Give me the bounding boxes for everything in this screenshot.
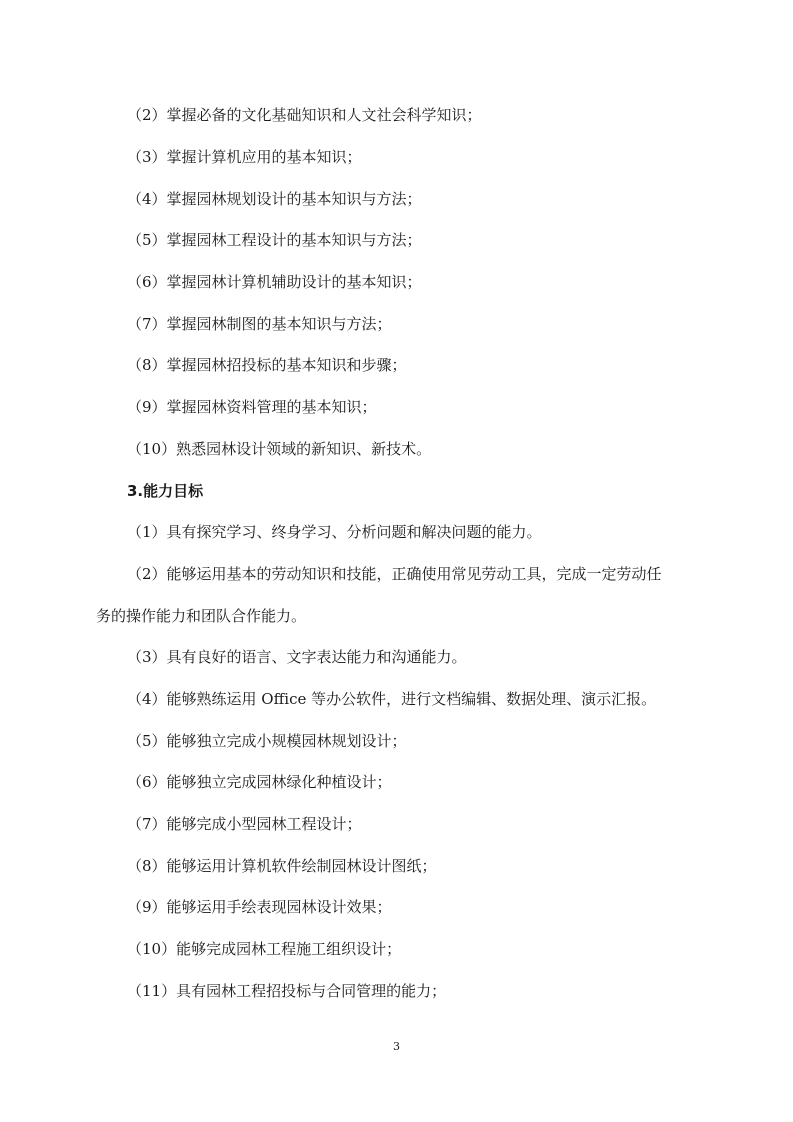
knowledge-item-7: （7）掌握园林制图的基本知识与方法； [127,315,392,333]
ability-item-2: （2）能够运用基本的劳动知识和技能，正确使用常见劳动工具，完成一定劳动任 [127,565,662,583]
ability-item-1: （1）具有探究学习、终身学习、分析问题和解决问题的能力。 [127,523,542,541]
knowledge-item-3: （3）掌握计算机应用的基本知识； [127,148,362,166]
ability-item-8: （8）能够运用计算机软件绘制园林设计图纸； [127,857,437,875]
section-heading-ability-goals: 3.能力目标 [127,482,204,500]
ability-item-10: （10）能够完成园林工程施工组织设计； [127,940,402,958]
ability-item-3: （3）具有良好的语言、文字表达能力和沟通能力。 [127,648,467,666]
knowledge-item-4: （4）掌握园林规划设计的基本知识与方法； [127,190,422,208]
knowledge-item-6: （6）掌握园林计算机辅助设计的基本知识； [127,273,422,291]
ability-item-6: （6）能够独立完成园林绿化种植设计； [127,773,392,791]
ability-item-2-continuation: 务的操作能力和团队合作能力。 [96,607,307,625]
page-number: 3 [393,1040,400,1053]
ability-item-4: （4）能够熟练运用 Office 等办公软件，进行文档编辑、数据处理、演示汇报。 [127,690,657,708]
knowledge-item-2: （2）掌握必备的文化基础知识和人文社会科学知识； [127,106,482,124]
ability-item-5: （5）能够独立完成小规模园林规划设计； [127,732,407,750]
knowledge-item-10: （10）熟悉园林设计领域的新知识、新技术。 [127,440,432,458]
ability-item-7: （7）能够完成小型园林工程设计； [127,815,362,833]
ability-item-11: （11）具有园林工程招投标与合同管理的能力； [127,982,447,1000]
knowledge-item-9: （9）掌握园林资料管理的基本知识； [127,398,377,416]
knowledge-item-5: （5）掌握园林工程设计的基本知识与方法； [127,231,422,249]
knowledge-item-8: （8）掌握园林招投标的基本知识和步骤； [127,356,407,374]
ability-item-9: （9）能够运用手绘表现园林设计效果； [127,898,392,916]
